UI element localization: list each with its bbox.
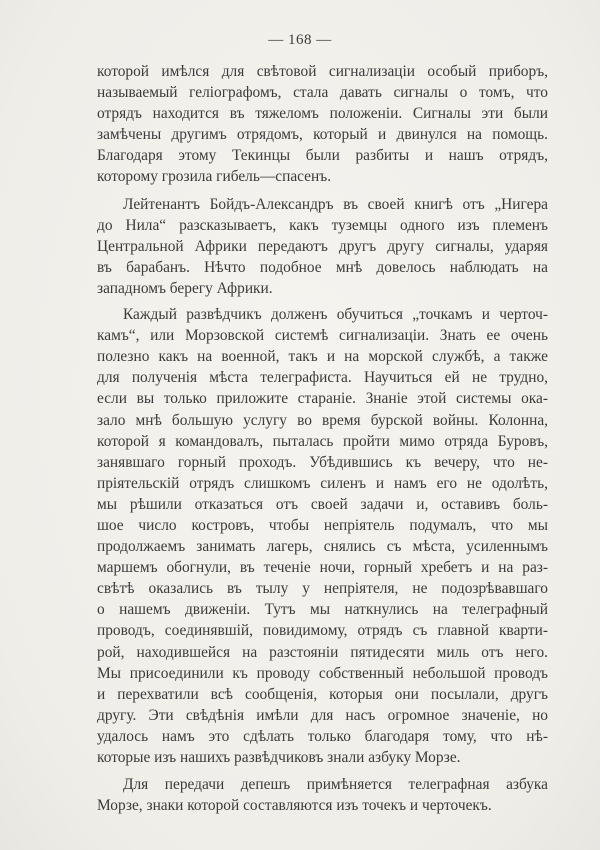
text-line: Благодаря этому Текинцы были разбиты и нашъ отрядъ, — [97, 147, 548, 165]
text-line: проводъ, соединявшій, повидимому, отрядъ съ главной кварти- — [97, 622, 548, 640]
text-line: называемый геліографомъ, стала давать сигналы о томъ, что — [97, 84, 548, 102]
text-line: замѣчены другимъ отрядомъ, который и двинулся на помощь. — [97, 126, 548, 144]
text-line: рой, находившейся на разстояніи пятидесяти миль отъ него. — [97, 643, 548, 661]
paragraph — [97, 774, 548, 816]
text-line: Мы присоединили къ проводу собственный небольшой проводъ — [97, 664, 548, 682]
text-line: маршемъ обогнули, въ теченіе ночи, горный хребетъ и на раз- — [97, 559, 548, 577]
text-line: зало мнѣ большую услугу во время бурской войны. Колонна, — [97, 411, 548, 429]
text-line: шое число костровъ, чтобы непріятель подумалъ, что мы — [97, 516, 548, 534]
text-line: Для передачи депешъ примѣняется телеграфная азбука — [123, 776, 548, 794]
text-line: Морзе, знаки которой составляются изъ точекъ и черточекъ. — [97, 797, 492, 815]
paragraph — [97, 304, 548, 768]
text-line: и перехватили всѣ сообщенія, которыя они посылали, другъ — [97, 685, 548, 703]
text-line: мы рѣшили отказаться отъ своей задачи и, оставивъ боль- — [97, 495, 548, 513]
text-line: свѣтѣ оказались въ тылу у непріятеля, не подозрѣвавшаго — [97, 580, 548, 598]
text-line: если вы только приложите стараніе. Знаніе этой системы ока- — [97, 390, 548, 408]
text-line: занявшаго горный проходъ. Убѣдившись къ вечеру, что не- — [97, 453, 548, 471]
text-line: камъ“, или Морзовской системѣ сигнализаціи. Знать ее очень — [97, 327, 548, 345]
text-line: западномъ берегу Африки. — [97, 279, 273, 297]
text-line: Лейтенантъ Бойдъ-Александръ въ своей книгѣ отъ „Нигера — [123, 195, 548, 213]
text-line: удалось намъ это сдѣлать только благодаря тому, что нѣ- — [97, 727, 548, 745]
text-line: Каждый развѣдчикъ долженъ обучиться „точкамъ и черточ- — [123, 306, 548, 324]
text-line: Центральной Африки передаютъ другъ другу сигналы, ударяя — [97, 237, 548, 255]
paragraph — [97, 61, 548, 188]
text-line: которой имѣлся для свѣтовой сигнализаціи особый приборъ, — [97, 63, 548, 80]
text-line: продолжаемъ занимать лагерь, снялись съ мѣста, усиленнымъ — [97, 538, 548, 556]
page-number: — 168 — — [268, 32, 332, 48]
paragraph — [97, 194, 548, 299]
text-line: другу. Эти свѣдѣнія имѣли для насъ огромное значеніе, но — [97, 706, 548, 724]
text-line: отрядъ находится въ тяжеломъ положеніи. Сигналы эти были — [97, 105, 548, 123]
text-line: полезно какъ на военной, такъ и на морской службѣ, а также — [97, 348, 548, 366]
text-line: которому грозила гибель—спасенъ. — [97, 168, 332, 186]
text-line: въ барабанъ. Нѣчто подобное мнѣ довелось наблюдать на — [97, 258, 548, 276]
text-line: пріятельскій отрядъ слишкомъ силенъ и намъ его не одолѣть, — [97, 474, 548, 492]
text-line: для полученія мѣста телеграфиста. Научиться ей не трудно, — [97, 369, 548, 387]
text-line: до Нила“ разсказываетъ, какъ туземцы одного изъ племенъ — [97, 216, 548, 234]
text-line: о нашемъ движеніи. Тутъ мы наткнулись на телеграфный — [97, 601, 548, 619]
body-text — [97, 61, 548, 822]
text-line: которой я командовалъ, пыталась пройти мимо отряда Буровъ, — [97, 432, 548, 450]
text-line: которые изъ нашихъ развѣдчиковъ знали азбуку Морзе. — [97, 749, 461, 766]
